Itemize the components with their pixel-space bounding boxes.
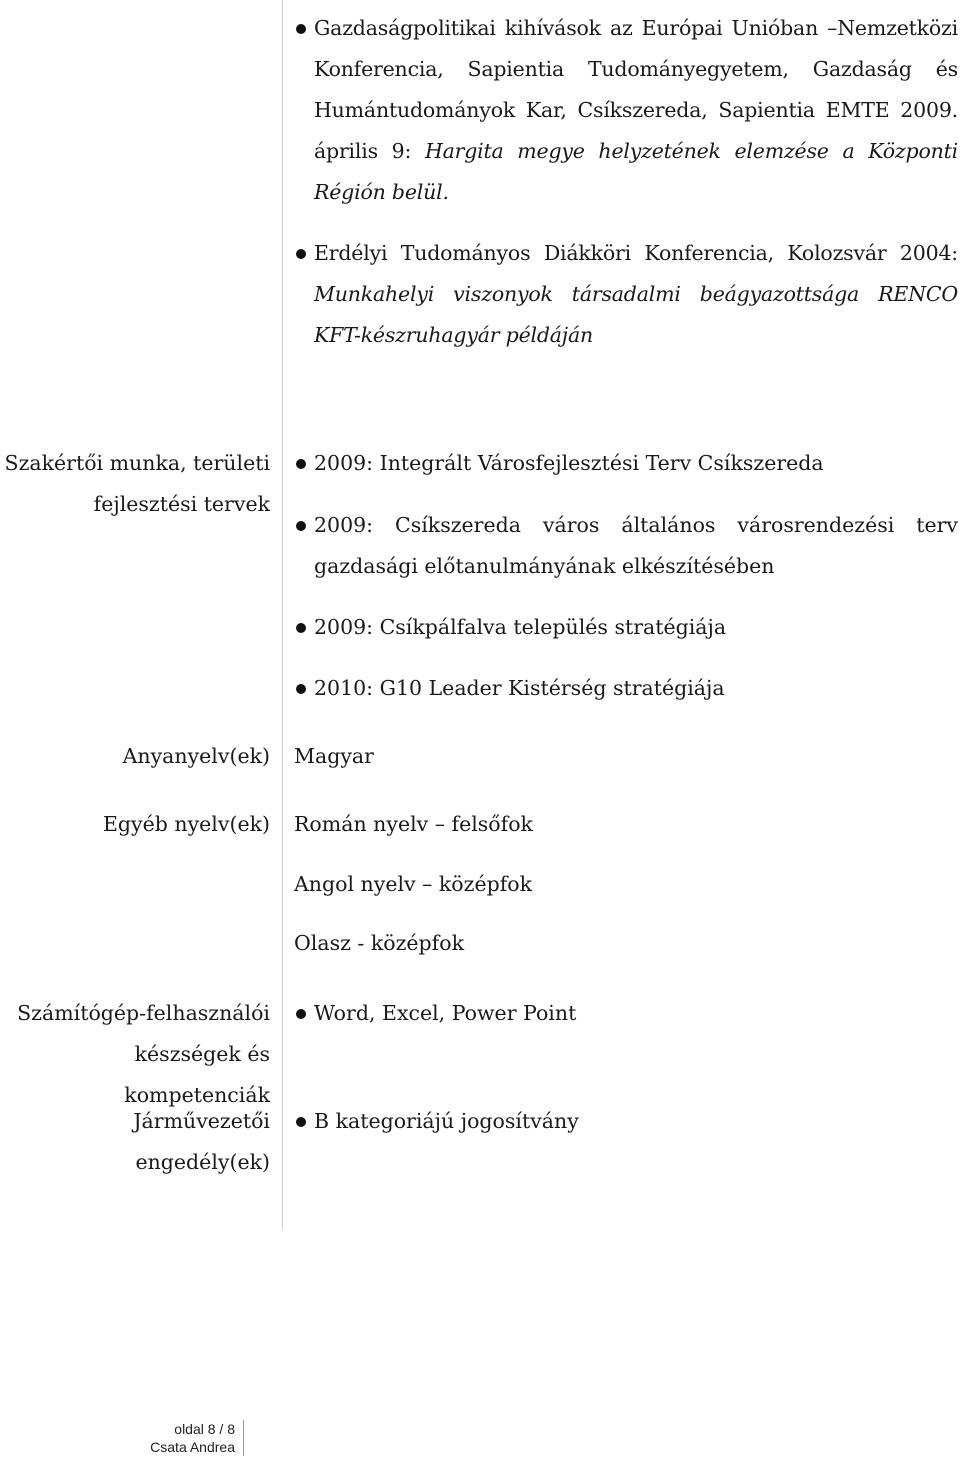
language-item: Román nyelv – felsőfok [294,812,533,836]
mother-tongue-value: Magyar [294,744,374,768]
language-item: Olasz - középfok [294,931,465,955]
list-item: 2009: Integrált Városfejlesztési Terv Csíkszereda [314,443,958,484]
bullet-icon [296,521,306,531]
footer-author: Csata Andrea [150,1439,235,1455]
column-divider [282,0,283,1230]
bullet-icon [296,24,306,34]
list-item: 2009: Csíkpálfalva település stratégiája [314,607,958,648]
publication-item [314,8,958,213]
section-label-expert-work: Szakértői munka, területi fejlesztési tervek [4,451,270,516]
publication-text: Gazdaságpolitikai kihívások az Európai Unióban –Nemzetközi Konferencia, Sapientia Tudományegyetem, Gazdaság és Humántudományok Kar, Csíkszereda, Sapientia EMTE 2009. április 9: [314,16,958,163]
page-number: oldal 8 / 8 [174,1421,235,1437]
section-label-computer-skills: Számítógép-felhasználói készségek és kompetenciák [17,1001,270,1107]
section-label-other-languages: Egyéb nyelv(ek) [102,812,270,836]
bullet-icon [296,249,306,259]
bullet-icon [296,1009,306,1019]
bullet-icon [296,684,306,694]
bullet-icon [296,459,306,469]
list-item: 2009: Csíkszereda város általános városrendezési terv gazdasági előtanulmányának elkészítésében [314,505,958,587]
language-item: Angol nyelv – középfok [294,872,533,896]
bullet-icon [296,623,306,633]
publication-text: Erdélyi Tudományos Diákköri Konferencia, Kolozsvár 2004: [314,241,958,265]
list-item: B kategoriájú jogosítvány [314,1101,958,1142]
section-label-driving-license: Járművezetői engedély(ek) [133,1109,270,1174]
list-item: 2010: G10 Leader Kistérség stratégiája [314,668,958,709]
publication-item [314,233,958,356]
publication-title: Munkahelyi viszonyok társadalmi beágyazottsága RENCO KFT-készruhagyár példáján [314,282,958,347]
publication-title: Hargita megye helyzetének elemzése a Központi Régión belül. [314,139,958,204]
page-footer [130,1420,244,1456]
list-item: Word, Excel, Power Point [314,993,958,1034]
bullet-icon [296,1117,306,1127]
section-label-mother-tongue: Anyanyelv(ek) [122,744,270,768]
